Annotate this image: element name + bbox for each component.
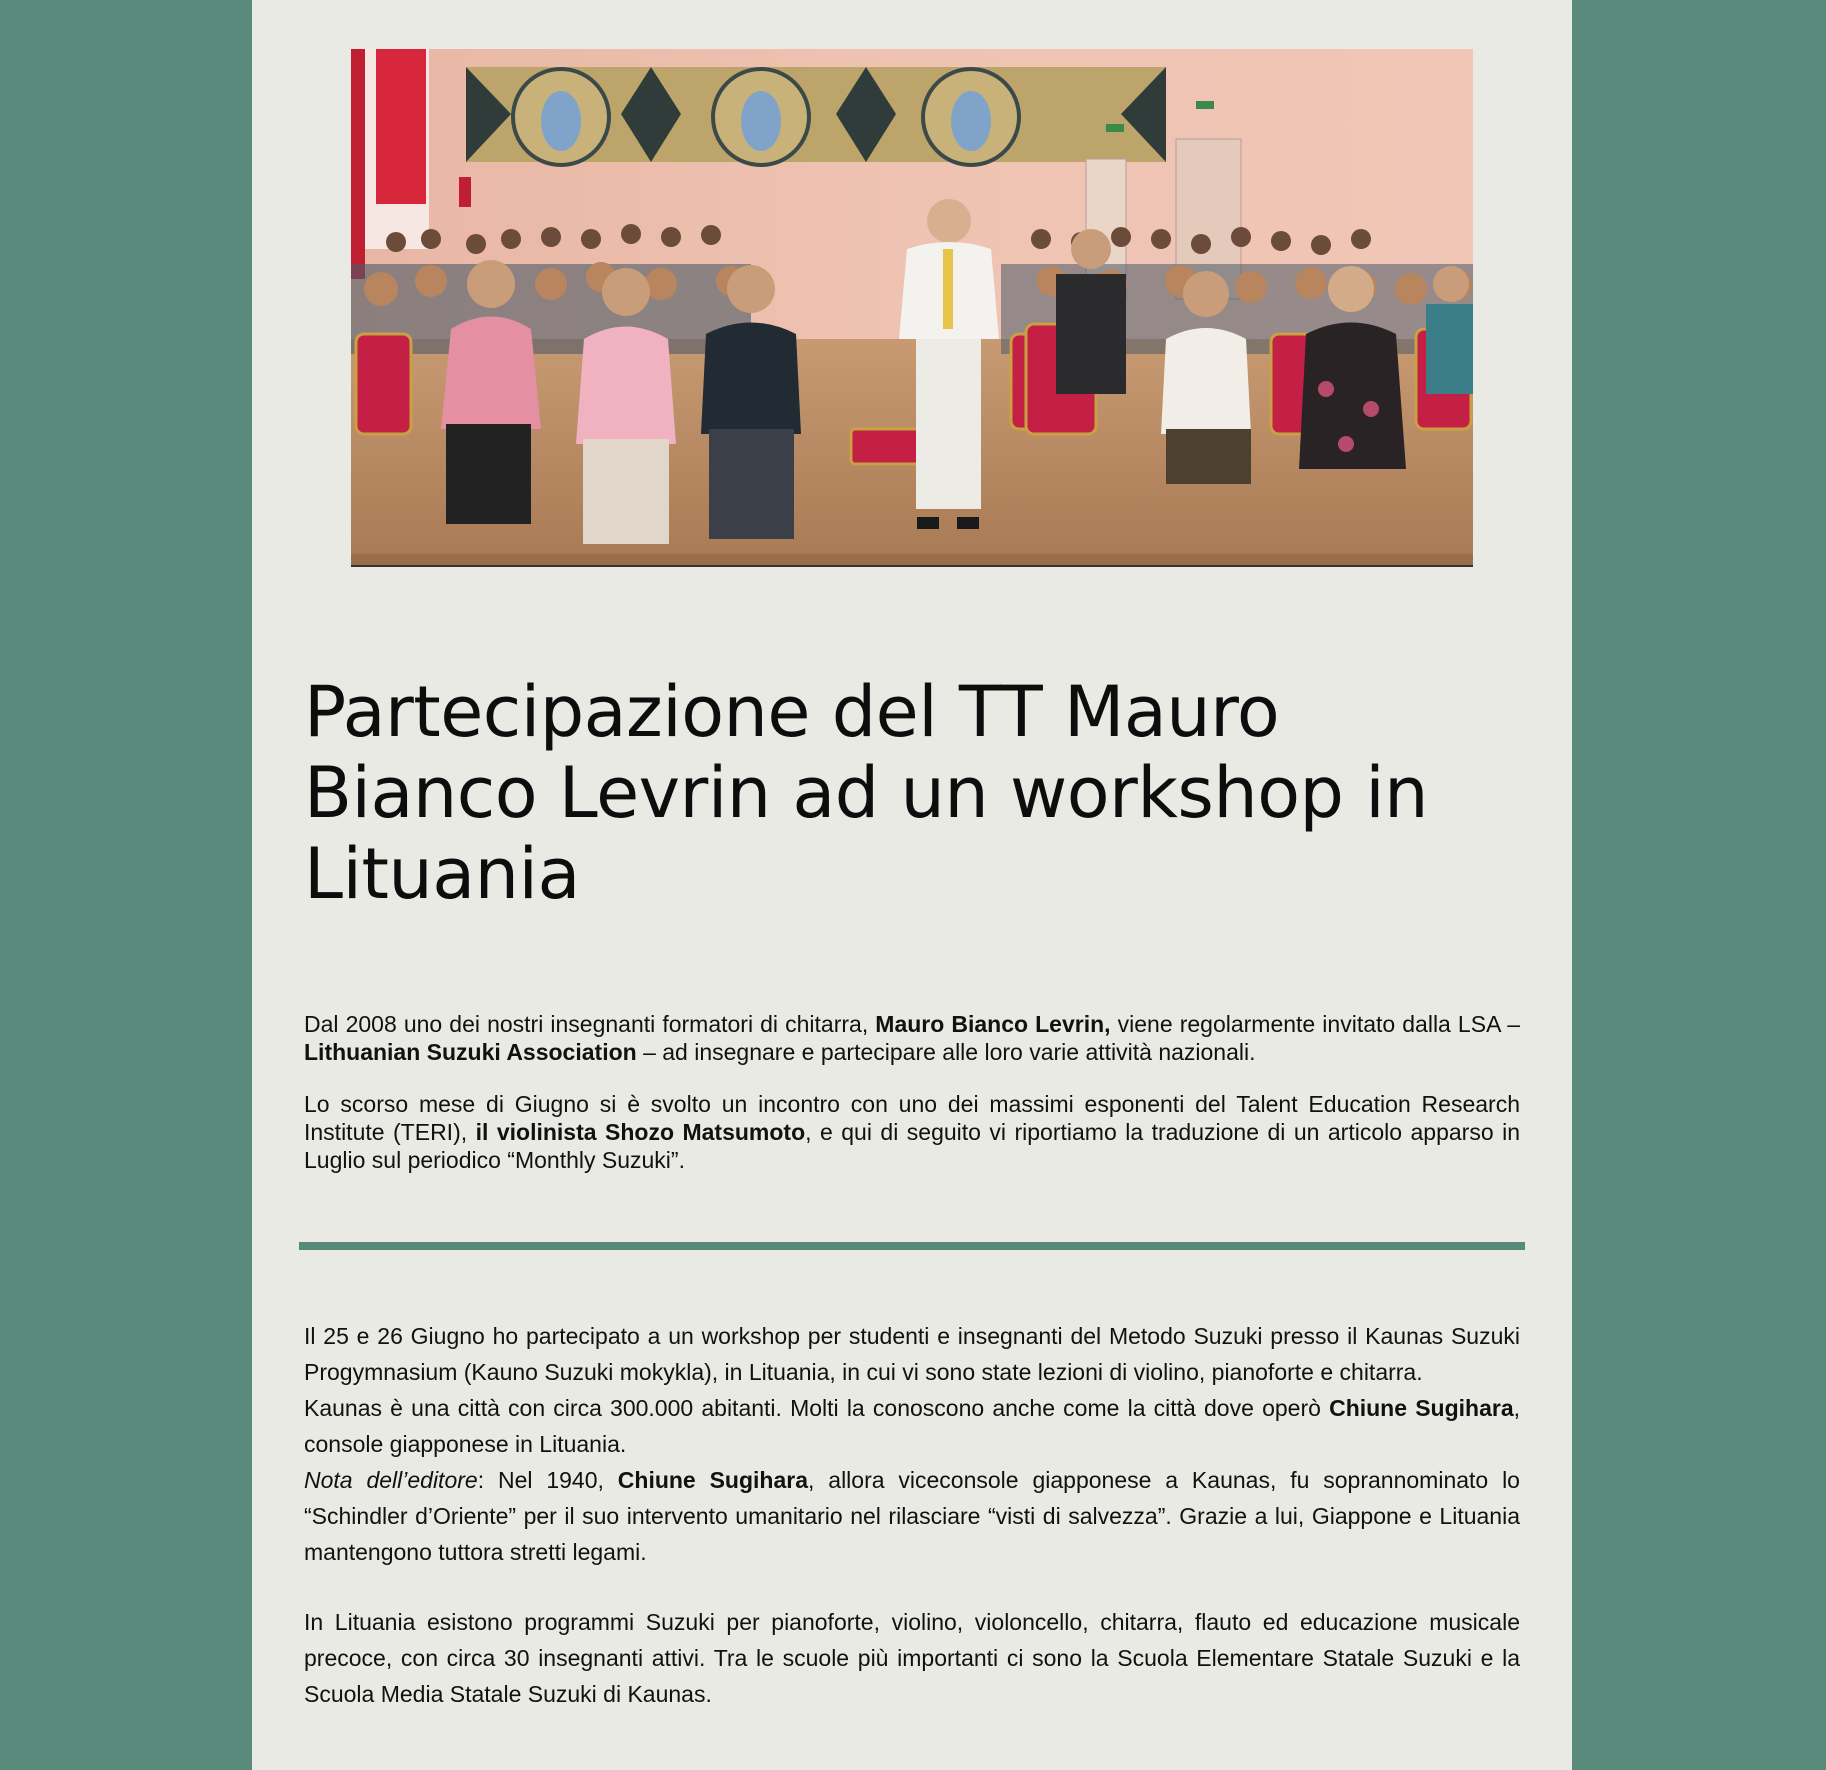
teacher-name: Mauro Bianco Levrin, bbox=[875, 1011, 1111, 1037]
intro-paragraph: Dal 2008 uno dei nostri insegnanti formatori di chitarra, Mauro Bianco Levrin, viene regolarmente invitato dalla LSA – Lithuanian Suzuki Association – ad insegnare e partecipare alle loro varie attività nazionali. bbox=[304, 1011, 1521, 1065]
consul-name: Chiune Sugihara bbox=[617, 1467, 809, 1493]
consul-name: Chiune Sugihara bbox=[1329, 1395, 1514, 1421]
editor-note: Nota dell’editore: Nel 1940, Chiune Sugihara, allora viceconsole giapponese a Kaunas, fu soprannominato lo “Schindler d’Oriente” per il suo intervento umanitario nel rilasciare “visti di salvezza”. Grazie a lui, Giappone e Lituania mantengono tuttora stretti legami. bbox=[304, 1467, 1520, 1565]
article-paragraph: Kaunas è una città con circa 300.000 abitanti. Molti la conoscono anche come la città dove operò Chiune Sugihara, console giapponese in Lituania. bbox=[304, 1395, 1520, 1457]
section-divider bbox=[299, 1242, 1525, 1250]
intro-paragraph: Lo scorso mese di Giugno si è svolto un incontro con uno dei massimi esponenti del Talent Education Research Institute (TERI), il violinista Shozo Matsumoto, e qui di seguito vi riportiamo la traduzione di un articolo apparso in Luglio sul periodico “Monthly Suzuki”. bbox=[304, 1091, 1520, 1173]
article-paragraph: Il 25 e 26 Giugno ho partecipato a un workshop per studenti e insegnanti del Metodo Suzuki presso il Kaunas Suzuki Progymnasium (Kauno Suzuki mokykla), in Lituania, in cui vi sono state lezioni di violino, pianoforte e chitarra. bbox=[304, 1323, 1520, 1385]
violinist-name: il violinista Shozo Matsumoto bbox=[475, 1119, 806, 1145]
article-paragraph: In Lituania esistono programmi Suzuki per pianoforte, violino, violoncello, chitarra, flauto ed educazione musicale precoce, con circa 30 insegnanti attivi. Tra le scuole più importanti ci sono la Scuola Elementare Statale Suzuki e la Scuola Media Statale Suzuki di Kaunas. bbox=[304, 1609, 1520, 1707]
page-title: Partecipazione del TT Mauro Bianco Levrin ad un workshop in Lituania bbox=[304, 671, 1429, 915]
workshop-group-photo bbox=[351, 49, 1473, 567]
article-body bbox=[304, 1318, 1520, 1712]
intro-section bbox=[304, 1010, 1520, 1198]
editor-note-label: Nota dell’editore bbox=[304, 1467, 478, 1493]
association-name: Lithuanian Suzuki Association bbox=[304, 1039, 637, 1065]
article-page bbox=[252, 0, 1572, 1770]
